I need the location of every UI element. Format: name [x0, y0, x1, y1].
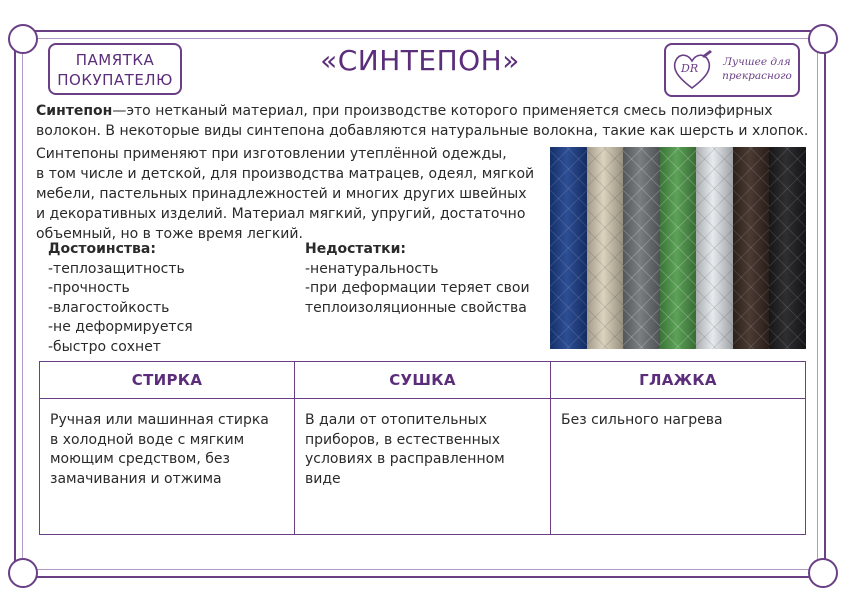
badge-line-2: ПОКУПАТЕЛЮ	[57, 71, 173, 89]
fabric-swatch	[769, 147, 806, 349]
care-instructions-table	[39, 361, 806, 535]
cell-line: условиях в расправленном	[305, 451, 505, 467]
desc-line: Синтепоны применяют при изготовлении утеплённой одежды,	[36, 146, 507, 162]
intro-text: —это нетканый материал, при производстве которого применяется смесь полиэфирных волокон. В некоторые виды синтепона добавляются натуральные волокна, такие как шерсть и хлопок.	[36, 103, 809, 139]
usage-description	[36, 144, 541, 244]
cell-line: моющим средством, без	[50, 451, 230, 467]
intro-term: Синтепон	[36, 103, 113, 119]
advantages-list	[48, 240, 298, 357]
corner-ornament-br	[808, 558, 838, 588]
advantage-item: -не деформируется	[48, 319, 193, 335]
intro-paragraph	[36, 101, 816, 141]
fabric-swatch	[660, 147, 697, 349]
header-ironing: ГЛАЖКА	[551, 362, 805, 399]
corner-ornament-bl	[8, 558, 38, 588]
logo-initials: DR	[681, 62, 699, 75]
disadvantage-item: -при деформации теряет свои	[305, 280, 530, 296]
cell-ironing	[551, 399, 805, 534]
cell-line: в холодной воде с мягким	[50, 431, 245, 448]
fabric-swatch	[587, 147, 624, 349]
cell-line: В дали от отопительных	[305, 412, 487, 428]
cell-line: виде	[305, 470, 341, 487]
page-title: «СИНТЕПОН»	[320, 44, 520, 77]
cell-line: Ручная или машинная стирка	[50, 412, 269, 428]
header-washing: СТИРКА	[40, 362, 295, 399]
cell-line: замачивания и отжима	[50, 470, 222, 487]
desc-line: объемный, но в тоже время легкий.	[36, 226, 303, 242]
fabric-swatch	[696, 147, 733, 349]
desc-line: и декоративных изделий. Материал мягкий, упругий, достаточно	[36, 206, 526, 222]
cell-drying	[295, 399, 551, 534]
buyer-memo-badge	[48, 43, 182, 95]
logo-slogan: Лучшее для прекрасного	[722, 56, 792, 82]
advantage-item: -влагостойкость	[48, 299, 170, 316]
fabric-swatch	[550, 147, 587, 349]
disadvantage-item: теплоизоляционные свойства	[305, 299, 527, 316]
advantages-heading: Достоинства:	[48, 241, 156, 257]
cell-line: Без сильного нагрева	[561, 412, 723, 428]
corner-ornament-tr	[808, 24, 838, 54]
cell-washing	[40, 399, 295, 534]
advantage-item: -быстро сохнет	[48, 338, 161, 355]
desc-line: мебели, пастельных принадлежностей и многих других швейных	[36, 186, 527, 202]
disadvantages-heading: Недостатки:	[305, 241, 407, 257]
disadvantage-item: -ненатуральность	[305, 260, 439, 277]
advantage-item: -прочность	[48, 280, 130, 296]
brand-logo	[664, 43, 800, 97]
fabric-swatches-photo	[550, 147, 806, 349]
cell-line: приборов, в естественных	[305, 431, 501, 448]
advantage-item: -теплозащитность	[48, 260, 185, 277]
fabric-swatch	[623, 147, 660, 349]
fabric-swatch	[733, 147, 770, 349]
header-drying: СУШКА	[295, 362, 551, 399]
desc-line: в том числе и детской, для производства матрацев, одеял, мягкой	[36, 166, 535, 182]
disadvantages-list	[305, 240, 550, 318]
badge-line-1: ПАМЯТКА	[75, 51, 155, 69]
corner-ornament-tl	[8, 24, 38, 54]
